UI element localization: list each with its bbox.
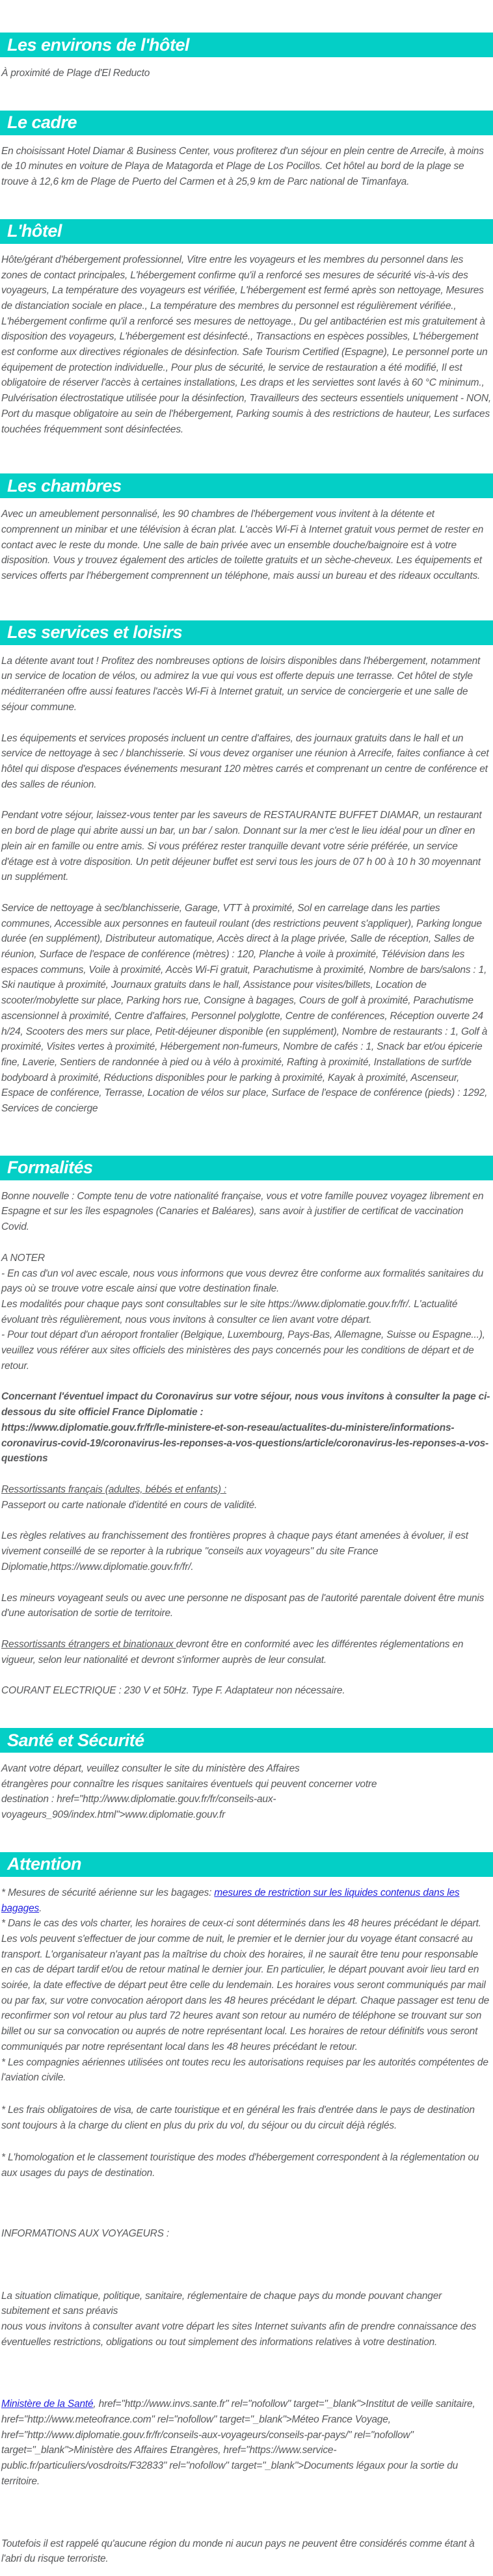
section-title: Formalités: [7, 1158, 93, 1178]
chambres-body: Avec un ameublement personnalisé, les 90 chambres de l'hébergement vous invitent à la détente et comprennent un minibar et une télévision à écran plat. L'accès Wi-Fi à Internet gratuit vous permet de rester en contact avec le reste du monde. Une salle de bain privée avec un ensemble douche/baignoire est à votre disposition. Vous y trouvez également des articles de toilette gratuits et un sèche-cheveux. Les équipements et services offerts par l'hébergement comprennent un téléphone, mais aussi un bureau et des rideaux occultants.: [1, 509, 484, 582]
etrangers-rest: devront être en conformité avec les différentes réglementations en vigueur, selon leur nationalité et devront s'informer auprès de leur consulat.: [1, 1638, 464, 1666]
note-line-aeroport: - Pour tout départ d'un aéroport frontalier (Belgique, Luxembourg, Pays-Bas, Allemagne, Suisse ou Espagne...), veuillez vous référer aux sites officiels des ministères des pays concernés pour les conditions de départ et de retour.: [1, 1329, 485, 1372]
section-header-chambres: [0, 473, 493, 498]
situation-block: [0, 2289, 493, 2350]
section-header-environs: [0, 33, 493, 57]
attention-flight-block: [0, 1885, 493, 2086]
cadre-body: En choisissant Hotel Diamar & Business Center, vous profiterez d'un séjour en plein centre de Arrecife, à moins de 10 minutes en voiture de Playa de Matagorda et Plage de Los Pocillos. Cet hôtel au bord de la plage se trouve à 12,6 km de Plage de Puerto del Carmen et à 25,9 km de Parc national de Timanfaya.: [1, 145, 484, 188]
informations-voyageurs-title: INFORMATIONS AUX VOYAGEURS :: [1, 2227, 169, 2239]
note-line-modalites: Les modalités pour chaque pays sont consultables sur le site https://www.diplomatie.gouv.fr/fr/. L'actualité évoluant très régulièrement, nous vous invitons à consulter ce lien avant votre départ.: [1, 1298, 458, 1325]
services-paragraph-3: Pendant votre séjour, laissez-vous tenter par les saveurs de RESTAURANTE BUFFET DIAMAR, un restaurant en bord de plage qui abrite aussi un bar, un bar / salon. Donnant sur la mer c'est le lieu idéal pour un dîner en plein air en famille ou entre amis. Si vous préférez rester tranquille devant votre série préférée, un service d'étage est à votre disposition. Un petit déjeuner buffet est servi tous les jours de 07 h 00 à 10 h 30 moyennant un supplément.: [1, 810, 482, 883]
section-title: Attention: [7, 1854, 81, 1874]
sante-body: [0, 1761, 493, 1823]
section-header-services: [0, 620, 493, 645]
services-amenities-list: Service de nettoyage à sec/blanchisserie, Garage, VTT à proximité, Sol en carrelage dans les parties communes, Accessible aux personnes en fauteuil roulant (des restrictions peuvent s'appliquer), Parking longue durée (en supplément), Distributeur automatique, Accès direct à la plage privée, Salle de réception, Salles de réunion, Surface de l'espace de conférence (mètres) : 120, Planche à voile à proximité, Télévision dans les espaces communs, Voile à proximité, Accès Wi-Fi gratuit, Parachutisme à proximité, Nombre de bars/salons : 1, Ski nautique à proximité, Journaux gratuits dans le hall, Assistance pour visites/billets, Location de scooter/mobylette sur place, Parking hors rue, Consigne à bagages, Cours de golf à proximité, Parachutisme ascensionnel à proximité, Centre d'affaires, Personnel polyglotte, Centre de conférences, Réception ouverte 24 h/24, Scooters des mers sur place, Petit-déjeuner disponible (en supplément), Nombre de restaurants : 1, Golf à proximité, Visites vertes à proximité, Hébergement non-fumeurs, Nombre de cafés : 1, Snack bar et/ou épicerie fine, Laverie, Sentiers de randonnée à pied ou à vélo à proximité, Rafting à proximité, Installations de surf/de bodyboard à proximité, Réductions disponibles pour le parking à proximité, Kayak à proximité, Ascenseur, Espace de conférence, Terrasse, Location de vélos sur place, Surface de l'espace de conférence (pieds) : 1292, Services de concierge: [1, 902, 488, 1115]
ministere-sante-link[interactable]: Ministère de la Santé: [1, 2398, 94, 2410]
formalites-covid-block: [0, 1389, 493, 1467]
section-header-hotel: [0, 219, 493, 244]
official-links-rest: , href="http://www.invs.sante.fr" rel="nofollow" target="_blank">Institut de veille sanitaire, href="http://www.meteofrance.com" rel="nofollow" target="_blank">Méteo France Voyage, href="http://www.diplomatie.gouv.fr/fr/conseils-aux-voyageurs/conseils-par-pays/" rel="nofollow" target="_blank">Ministère des Affaires Etrangères, href="https://www.service-public.fr/particuliers/vosdroits/F32833" rel="nofollow" target="_blank">Documents légaux pour la sortie du territoire.: [1, 2398, 475, 2487]
covid-intro: Concernant l'éventuel impact du Coronavirus sur votre séjour, nous vous invitons à consulter la page ci-dessous du site officiel France Diplomatie :: [1, 1391, 490, 1418]
formalites-note-block: [0, 1251, 493, 1374]
section-header-formalites: [0, 1156, 493, 1180]
sante-line-2: étrangères pour connaître les risques sanitaires éventuels qui peuvent concerner votre: [1, 1778, 377, 1790]
section-header-attention: [0, 1852, 493, 1877]
formalites-intro: Bonne nouvelle : Compte tenu de votre nationalité française, vous et votre famille pouvez voyagez librement en Espagne et sur les îles espagnoles (Canaries et Baléares), sans avoir à justifier de certificat de vaccination Covid.: [1, 1190, 484, 1233]
section-header-cadre: [0, 111, 493, 135]
hotel-body: Hôte/gérant d'hébergement professionnel, Vitre entre les voyageurs et les membres du personnel dans les zones de contact principales, L'hébergement confirme qu'il a renforcé ses mesures de sécurité vis-à-vis des voyageurs, La température des voyageurs est vérifiée, L'hébergement est fermé après son nettoyage, Mesures de distanciation sociale en place., La température des membres du personnel est régulièrement vérifiée., L'hébergement confirme qu'il a renforcé ses mesures de nettoyage., Du gel antibactérien est mis gratuitement à disposition des voyageurs, L'hébergement est désinfecté., Transactions en espèces possibles, L'hébergement est conforme aux directives régionales de désinfection. Safe Tourism Certified (Espagne), Le personnel porte un équipement de protection individuelle., Pour plus de sécurité, le service de restauration a été modifié, Il est obligatoire de réserver l'accès à certaines installations, Les draps et les serviettes sont lavés à 60 °C minimum., Pulvérisation électrostatique utilisée pour la désinfection, Travailleurs des secteurs essentiels uniquement - NON, Port du masque obligatoire au sein de l'hébergement, Parking soumis à des restrictions de hauteur, Les surfaces touchées fréquemment sont désinfectées.: [1, 254, 491, 435]
section-title: Les chambres: [7, 475, 122, 496]
liquides-bagages-link[interactable]: mesures de restriction sur les liquides contenus dans les bagages: [1, 1887, 460, 1914]
note-line-escale: - En cas d'un vol avec escale, nous vous informons que vous devrez être conforme aux formalités sanitaires du pays où se trouve votre escale ainsi que votre destination finale.: [1, 1268, 484, 1295]
formalites-courant-electrique: COURANT ELECTRIQUE : 230 V et 50Hz. Type F. Adaptateur non nécessaire.: [1, 1685, 345, 1697]
section-title: L'hôtel: [7, 221, 62, 241]
charter-paragraph: * Dans le cas des vols charter, les horaires de ceux-ci sont déterminés dans les 48 heures précédant le départ. Les vols peuvent s'effectuer de jour comme de nuit, le premier et le dernier jour du voyage étant consacré au transport. L'organisateur n'ayant pas la maîtrise du choix des horaires, il ne saurait être tenu pour responsable en cas de départ tardif et/ou de retour matinal le dernier jour. En particulier, le départ pouvant avoir lieu tard en soirée, la date effective de départ peut être celle du lendemain. Les horaires vous seront communiqués par mail ou par fax, sur votre convocation aéroport dans les 48 heures précédant le départ. Chaque passager est tenu de reconfirmer son vol retour au plus tard 72 heures avant son retour au numéro de téléphone se trouvant sur son billet ou sur sa convocation ou auprés de notre représentant local. Les horaires de retour définitifs vous seront communiqués par notre représentant local dans les 48 heures précédant le retour.: [1, 1918, 490, 2052]
formalites-etrangers: [0, 1637, 493, 1667]
note-title: A NOTER: [1, 1252, 45, 1264]
attention-toutefois: Toutefois il est rappelé qu'aucune région du monde ni aucun pays ne peuvent être considérés comme étant à l'abri du risque terroriste.: [1, 2538, 475, 2565]
formalites-francais-block: [0, 1482, 493, 1513]
etrangers-underlined-label: Ressortissants étrangers et binationaux: [1, 1638, 176, 1650]
attention-homologation: * L'homologation et le classement touristique des modes d'hébergement correspondent à la réglementation ou aux usages du pays de destination.: [1, 2152, 479, 2179]
sante-line-3: destination : href="http://www.diplomatie.gouv.fr/fr/conseils-aux-voyageurs_909/index.html">www.diplomatie.gouv.fr: [1, 1794, 276, 1821]
covid-url: https://www.diplomatie.gouv.fr/fr/le-ministere-et-son-reseau/actualites-du-ministere/informations-coronavirus-covid-19/coronavirus-les-reponses-a-vos-questions/article/coronavirus-les-reponses-a-vos-questions: [1, 1422, 489, 1465]
bagages-prefix: * Mesures de sécurité aérienne sur les bagages:: [1, 1887, 215, 1898]
francais-underlined-label: Ressortissants français (adultes, bébés et enfants) :: [1, 1484, 227, 1495]
compagnies-paragraph: * Les compagnies aériennes utilisées ont toutes recu les autorisations requises par les autorités compétentes de l'aviation civile.: [1, 2056, 488, 2084]
attention-visa: * Les frais obligatoires de visa, de carte touristique et en général les frais d'entrée dans le pays de destination sont toujours à la charge du client en plus du prix du vol, du séjour ou du circuit déjà réglés.: [1, 2104, 475, 2131]
bagages-suffix: .: [39, 1902, 42, 1914]
environs-body: À proximité de Plage d'El Reducto: [1, 68, 150, 79]
formalites-regles: Les règles relatives au franchissement des frontières propres à chaque pays étant amenées à évoluer, il est vivement conseillé de se reporter à la rubrique "conseils aux voyageurs" du site France Diplomatie,https://www.diplomatie.gouv.fr/fr/.: [1, 1530, 468, 1573]
situation-line-2: nous vous invitons à consulter avant votre départ les sites Internet suivants afin de prendre connaissance des éventuelles restrictions, obligations ou tout simplement des informations relatives à votre destination.: [1, 2320, 477, 2348]
francais-passeport-line: Passeport ou carte nationale d'identité en cours de validité.: [1, 1499, 258, 1511]
section-title: Le cadre: [7, 113, 77, 133]
section-title: Santé et Sécurité: [7, 1730, 144, 1750]
situation-line-1: La situation climatique, politique, sanitaire, réglementaire de chaque pays du monde pouvant changer subitement et sans préavis: [1, 2290, 442, 2317]
section-title: Les services et loisirs: [7, 622, 183, 643]
section-header-sante: [0, 1728, 493, 1753]
services-paragraph-1: La détente avant tout ! Profitez des nombreuses options de loisirs disponibles dans l'hébergement, notamment un service de location de vélos, ou admirez la vue qui vous est offerte depuis une terrasse. Cet hôtel de style méditerranéen offre aussi features l'accès Wi-Fi à Internet gratuit, un service de conciergerie et une salle de séjour commune.: [1, 655, 481, 713]
services-paragraph-2: Les équipements et services proposés incluent un centre d'affaires, des journaux gratuits dans le hall et un service de nettoyage à sec / blanchisserie. Si vous devez organiser une réunion à Arrecife, faites confiance à cet hôtel qui dispose d'espaces événements mesurant 120 mètres carrés et comprenant un centre de conférence et des salles de réunion.: [1, 732, 489, 790]
section-title: Les environs de l'hôtel: [7, 34, 189, 55]
sante-line-1: Avant votre départ, veuillez consulter le site du ministère des Affaires: [1, 1763, 300, 1775]
official-links-block: [0, 2397, 493, 2489]
formalites-mineurs: Les mineurs voyageant seuls ou avec une personne ne disposant pas de l'autorité parentale doivent être munis d'une autorisation de sortie de territoire.: [1, 1592, 485, 1619]
